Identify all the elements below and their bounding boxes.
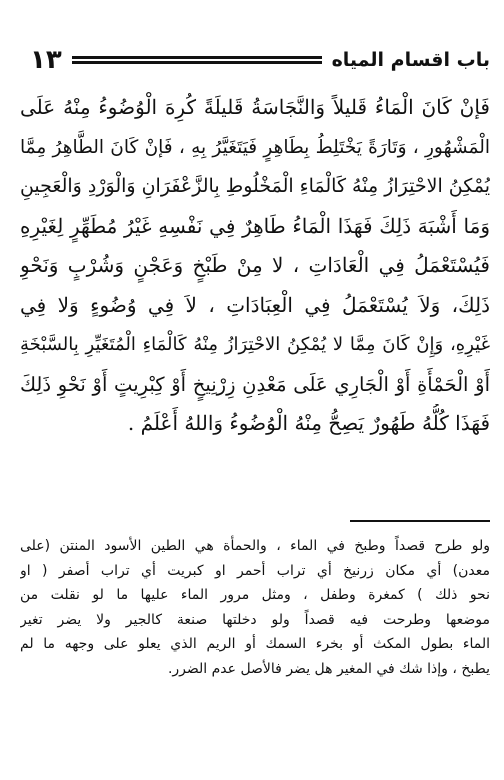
main-text-line: وَمَا أَشْبَهَ ذَلِكَ فَهَذَا الْمَاءُ طَاهِرٌ فِي نَفْسِهِ غَيْرُ مُطَهِّرٍ لِغَيْرِهِ bbox=[20, 213, 490, 238]
main-text-line: غَيْرِهِ، وَإِنْ كَانَ مِمَّا لا يُمْكِنُ الاحْتِرَازُ مِنْهُ كَالْمَاءِ الْمُتَغَيِّرِ بِالسَّبْخَةِ bbox=[20, 334, 490, 355]
footnote-separator bbox=[350, 520, 490, 522]
header-rule bbox=[72, 56, 322, 64]
main-text-line: أَوْ الْحَمْأَةِ أَوْ الْجَارِي عَلَى مَعْدِنِ زِرْنِيخٍ أَوْ كِبْرِيتٍ أَوْ نَحْوِ ذَلِكَ bbox=[20, 372, 490, 396]
footnote-line: يطبخ ، وإذا شك في المغير هل يضر فالأصل عدم الضرر. bbox=[167, 660, 490, 677]
footnote-line: معدن) أي مكان زرنيخ أي تراب أحمر او كبريت أي تراب أصفر ( او bbox=[20, 562, 490, 579]
page-header bbox=[30, 44, 490, 76]
main-text bbox=[20, 88, 490, 444]
main-text-line: فَإنْ كَانَ الْمَاءُ قَليلاً وَالنَّجَاسَةُ قَليلَةً كُرِهَ الْوُضُوءُ مِنْهُ عَلَى bbox=[20, 95, 490, 119]
footnote-line: الماء بطول المكث أو بخرء السمك أو الريم الذي يعلو على وجهه ما لم bbox=[20, 636, 490, 652]
main-text-line: فَهَذَا كُلُّهُ طَهُورٌ يَصِحُّ مِنْهُ الْوُضُوءُ وَاللهُ أَعْلَمُ . bbox=[127, 411, 490, 435]
running-title: باب اقسام المياه bbox=[331, 49, 490, 71]
main-text-line: يُمْكِنُ الاحْتِرَازُ مِنْهُ كَالْمَاءِ الْمَخْلُوطِ بِالزَّعْفَرَانِ وَالْوَرْدِ وَالْعَجِينِ bbox=[20, 175, 490, 197]
main-text-line: ذَلِكَ، وَلاَ يُسْتَعْمَلُ فِي الْعِبَادَاتِ ، لاَ فِي وُضُوءٍ وَلا فِي bbox=[20, 292, 490, 317]
footnotes bbox=[20, 534, 490, 681]
page-number: ١٣ bbox=[30, 45, 62, 75]
footnote-line: ولو طرح قصداً وطبخ في الماء ، والحمأة هي الطين الأسود المنتن (على bbox=[20, 538, 490, 554]
main-text-line: فَيُسْتَعْمَلُ فِي الْعَادَاتِ ، لا مِنْ طَبْخٍ وَعَجْنٍ وَشُرْبٍ وَنَحْوِ bbox=[20, 253, 490, 277]
footnote-line: موضعها وطرحت فيه قصداً ولو دخلتها صنعة كالجير ولا يضر تغير bbox=[20, 611, 490, 628]
footnote-line: نحو ذلك ) كمغرة وطفل ، ومثل مرور الماء عليها ما لو نقلت من bbox=[20, 587, 490, 603]
main-text-line: الْمَشْهُورِ ، وَتَارَةً يَخْتَلِطُ بِطَاهِرٍ فَيَتَغَيَّرُ بِهِ ، فَإنْ كَانَ الطَّاهِرُ مِمَّا bbox=[20, 136, 490, 158]
